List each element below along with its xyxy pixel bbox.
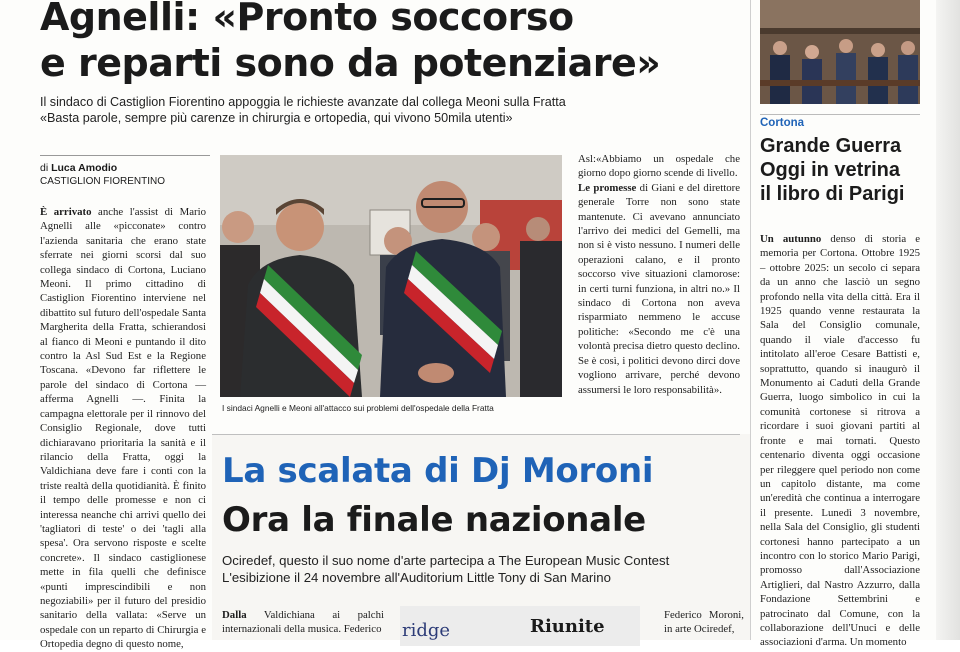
second-article-subhead-line-1: Ociredef, questo il suo nome d'arte partecipa a The European Music Contest: [222, 553, 670, 568]
mayors-photo-illustration: [220, 155, 562, 397]
main-article-column-3: [578, 152, 740, 417]
right-column-headline-line-1: Grande Guerra: [760, 135, 902, 157]
second-article-title-line-1: La scalata di Dj Moroni: [222, 451, 654, 491]
column-divider: [750, 0, 751, 640]
right-column-headline-line-3: il libro di Parigi: [760, 183, 905, 205]
byline-prefix: di: [40, 162, 49, 174]
second-article-column-1: [222, 608, 384, 648]
second-article-subhead: [222, 552, 746, 586]
main-subhead-line-2: «Basta parole, sempre più carenze in chirurgia e ortopedia, qui vivono 50mila utenti»: [40, 111, 513, 125]
second-article-lead: Dalla: [222, 609, 247, 621]
right-column-headline: [760, 134, 930, 206]
main-article-column-1: [40, 205, 206, 651]
main-headline: [40, 0, 740, 86]
main-subhead-line-1: Il sindaco di Castiglion Fiorentino appoggia le richieste avanzate dal collega Meoni sulla Fratta: [40, 95, 566, 109]
second-article-photo-note: Federico Moroni, in arte Ociredef,: [664, 609, 744, 636]
right-column-lead: Un autunno: [760, 233, 822, 245]
main-article-lead: È arrivato: [40, 206, 92, 218]
second-article-col1-text: Valdichiana ai palchi internazionali della musica. Federico: [222, 609, 384, 636]
main-article-col3-intro: Asl:«Abbiamo un ospedale che giorno dopo giorno scende di livello.: [578, 153, 740, 180]
photo-caption: I sindaci Agnelli e Meoni all'attacco sui problemi dell'ospedale della Fratta: [222, 403, 494, 413]
main-article-col3-bold: Le promesse: [578, 181, 637, 194]
second-article-divider: [212, 434, 740, 435]
right-column-text: denso di storia e memoria per Cortona. Ottobre 1925 – ottobre 2025: un secolo ci separa da un anno che lasciò un segno profondo nella vita della città. Era il 1925 quando venne restaurata la Sala del Consiglio comunale, quando il viale d'accesso fu intitolato all'eroe Cesare Battisti e, soprattutto, quando si inaugurò il Monumento ai Caduti della Grande Guerra, luogo simbolico in cui la comunità cortonese si ritrova a ricordare i suoi giovani partiti al fronte e mai tornati. Questo centenario diventa oggi occasione per rileggere quel periodo non come un capitolo distante, ma come un'eredità che continua a interrogare il presente. Lunedì 3 novembre, nella Sala del Consiglio, gli studenti cortonesi hanno partecipato a un incontro con lo storico Mario Parigi, promosso dall'Associazione Artiglieri, dal Nastro Azzurro, dalla Fondazione Settembrini e patrocinato dal Comune, con la collaborazione dell'Unuci e delle associazioni d'arma. Un momento: [760, 233, 920, 649]
main-article-col3-text: di Giani e del direttore generale Torre non sono state mantenute. Ci avevano annunciato l'arrivo dei medici del Gemelli, ma non si è visto nessuno. I numeri delle operazioni calano, e il pronto soccorso vive situazioni clamorose: in certi turni funziona, in altri no.» Il sindaco di Cortona non aveva risparmiato nemmeno le accuse politiche: «Secondo me c'è una volontà precisa dietro questo declino. Se è così, i politici devono dirci dove vogliono arrivare, perché devono assumersi le loro responsabilità».: [578, 181, 740, 396]
byline-author: Luca Amodio: [51, 162, 118, 174]
second-article-title-line-2: Ora la finale nazionale: [222, 500, 646, 540]
second-article-photo: [400, 606, 640, 646]
mayors-photo: [220, 155, 562, 397]
right-column-section-tag: Cortona: [760, 114, 920, 129]
council-hall-photo: [760, 0, 920, 104]
council-hall-illustration: [760, 0, 920, 104]
photo-sign-word-2: Riunite: [530, 616, 605, 637]
main-article-col1-text: anche l'assist di Mario Agnelli alle «picconate» contro l'azienda sanitaria che erano state sferrate nei giorni scorsi dal suo collega sindaco di Cortona, Luciano Meoni. Il primo cittadino di Castiglion Fiorentino interviene nel dibattito sul futuro dell'ospedale Santa Margherita della Fratta, schierandosi al fianco di Meoni e puntando il dito contro la Asl Sud Est e la Regione Toscana. «Devono far riflettere le parole del sindaco di Cortona — afferma Agnelli —. Finita la campagna elettorale per il rinnovo del Consiglio Regionale, dove tutti dichiaravano prioritaria la sanità e il rilancio della Fratta, oggi la Valdichiana deve fare i conti con la triste realtà della quotidianità. È finito il tempo delle promesse e non ci interessa neanche chi arrivi quello dei 'tagliatori di teste' o dei 'tagli alla spesa'. Ora servono risposte e scelte concrete». Il sindaco castiglionese mette in fila quelli che definisce «punti imprescindibili e non negoziabili» per il futuro del presidio sanitario della vallata: «Serve un ospedale con un reparto di Chirurgia e Ortopedia degno di questo nome,: [40, 206, 206, 651]
page-edge: [936, 0, 960, 640]
main-subhead: [40, 94, 740, 126]
right-column-body: [760, 232, 920, 649]
byline: [40, 155, 210, 188]
second-article-subhead-line-2: L'esibizione il 24 novembre all'Auditorium Little Tony di San Marino: [222, 570, 611, 585]
byline-place: CASTIGLION FIORENTINO: [40, 176, 166, 187]
main-headline-line-1: Agnelli: «Pronto soccorso: [40, 0, 574, 39]
main-headline-line-2: e reparti sono da potenziare»: [40, 41, 661, 85]
photo-sign-word-1: ridge: [402, 620, 451, 641]
right-column-headline-line-2: Oggi in vetrina: [760, 159, 901, 181]
